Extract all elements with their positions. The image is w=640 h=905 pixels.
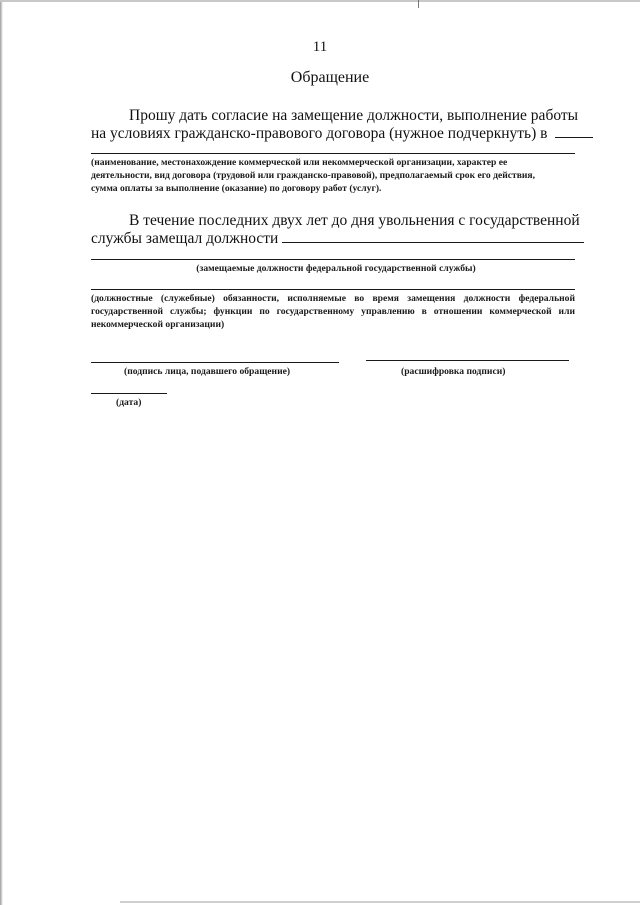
scan-tick-mark — [418, 0, 419, 8]
note1-line2: деятельности, вид договора (трудовой или гражданско-правовой), предполагаемый срок его действия, — [91, 170, 536, 181]
date-label: (дата) — [116, 397, 142, 408]
signature-decoding-line[interactable] — [366, 360, 569, 361]
scan-edge-left — [0, 0, 3, 905]
page-number: 11 — [312, 39, 328, 55]
paragraph1-line2-text: на условиях гражданско-правового договора (нужное подчеркнуть) в — [91, 125, 548, 142]
paragraph1-line1: Прошу дать согласие на замещение должности, выполнение работы — [129, 107, 579, 124]
paragraph2-line1: В течение последних двух лет до дня увольнения с государственной — [129, 212, 580, 229]
note1-line1: (наименование, местонахождение коммерческой или некоммерческой организации, характер ее — [91, 157, 508, 168]
paragraph1-line2 — [91, 125, 593, 143]
organization-full-line[interactable] — [91, 153, 575, 154]
signer-label: (подпись лица, подавшего обращение) — [124, 366, 291, 377]
paragraph2-line2 — [91, 230, 584, 248]
note3: (должностные (служебные) обязанности, исполняемые во время замещения должности федеральной государственной службы; функции по государственному управлению в отношении коммерческой или некоммерческой организации) — [91, 293, 575, 330]
paragraph2-line2-text: службы замещал должности — [91, 230, 279, 247]
scan-edge-bottom — [120, 901, 640, 903]
positions-fill-line[interactable] — [282, 241, 584, 243]
scan-edge-top — [0, 0, 640, 2]
organization-fill-line[interactable] — [555, 136, 593, 138]
positions-full-line[interactable] — [91, 259, 575, 260]
decoding-label: (расшифровка подписи) — [401, 366, 506, 377]
note2: (замещаемые должности федеральной государственной службы) — [196, 263, 476, 274]
document-title: Обращение — [290, 69, 370, 86]
date-line[interactable] — [91, 393, 167, 394]
note1-line3: сумма оплаты за выполнение (оказание) по договору работ (услуг). — [91, 183, 382, 194]
signer-signature-line[interactable] — [91, 362, 339, 363]
duties-full-line[interactable] — [91, 289, 575, 290]
